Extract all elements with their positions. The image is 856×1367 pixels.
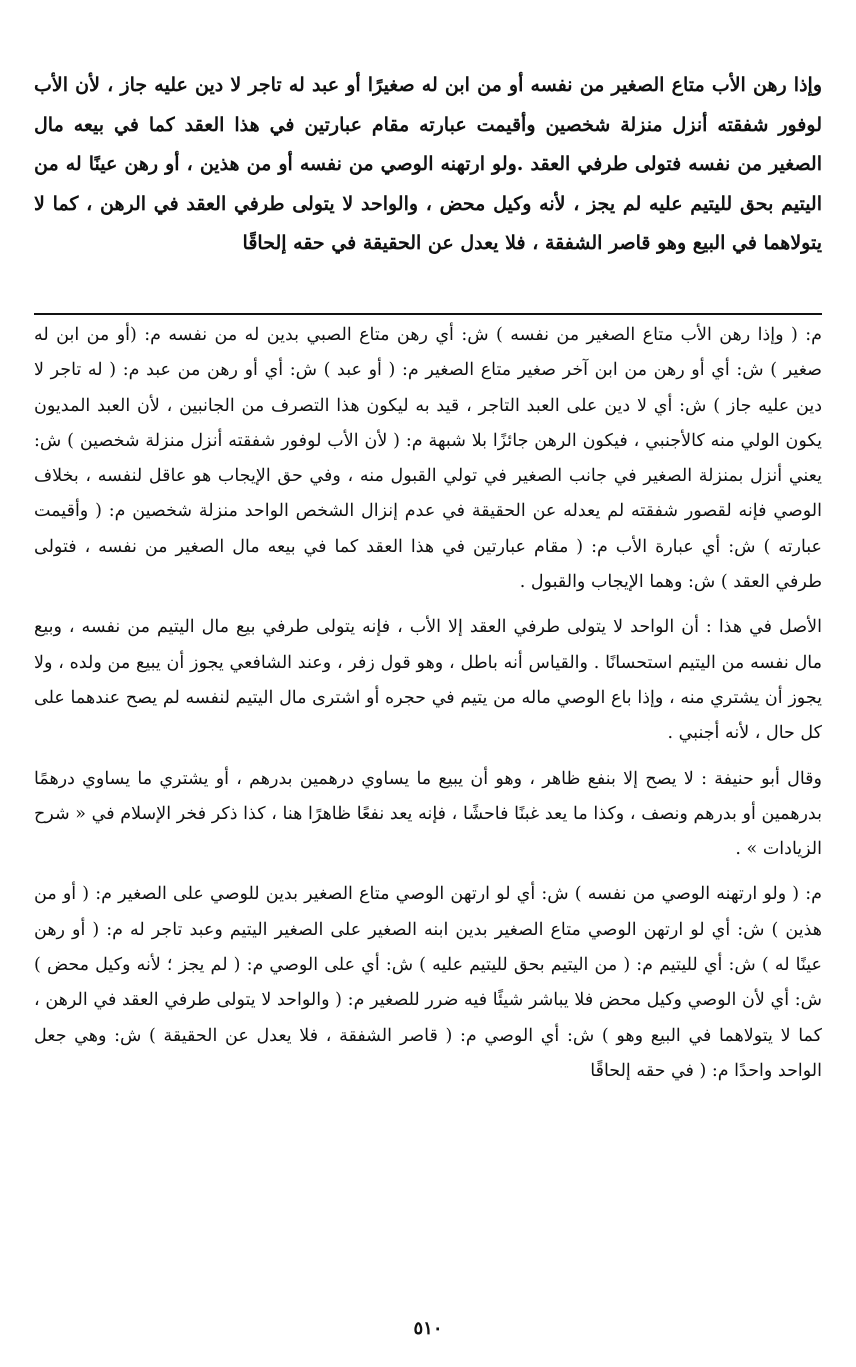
- commentary: [34, 318, 822, 1089]
- commentary-paragraph: الأصل في هذا : أن الواحد لا يتولى طرفي العقد إلا الأب ، فإنه يتولى طرفي بيع مال اليتيم من نفسه ، وبيع مال نفسه من اليتيم استحسانًا . والقياس أنه باطل ، وهو قول زفر ، وعند الشافعي يجوز أن يبيع من ولده ، ولا يجوز أن يشتري منه ، وإذا باع الوصي ماله من يتيم في حجره أو اشترى مال اليتيم لنفسه لم يصح عندهما على كل حال ، لأنه أجنبي .: [34, 617, 822, 744]
- commentary-paragraph: م: ( ولو ارتهنه الوصي من نفسه ) ش: أي لو ارتهن الوصي متاع الصغير بدين للوصي على الصغير م: ( أو من هذين ) ش: أي لو ارتهن الوصي متاع الصغير بدين ابنه الصغير على الصغير اليتيم وعبد تاجر له م: ( أو رهن عينًا له ) ش: أي لليتيم م: ( من اليتيم بحق لليتيم عليه ) ش: أي على الوصي م: ( لم يجز ؛ لأنه وكيل محض ) ش: أي لأن الوصي وكيل محض فلا يباشر شيئًا فيه ضرر للصغير م: ( والواحد لا يتولى طرفي العقد في الرهن ، كما لا يتولاهما في البيع وهو ) ش: أي الوصي م: ( قاصر الشفقة ، فلا يعدل عن الحقيقة ) ش: وهي جعل الواحد واحدًا م: ( في حقه إلحاقًا: [34, 884, 822, 1081]
- main-text: وإذا رهن الأب متاع الصغير من نفسه أو من ابن له صغيرًا أو عبد له تاجر لا دين عليه جاز ، لأن الأب لوفور شفقته أنزل منزلة شخصين وأقيمت عبارته مقام عبارتين في هذا العقد كما في بيعه مال الصغير من نفسه فتولى طرفي العقد .ولو ارتهنه الوصي من نفسه أو من هذين ، أو رهن عينًا له من اليتيم بحق لليتيم عليه لم يجز ، لأنه وكيل محض ، والواحد لا يتولى طرفي العقد في الرهن ، كما لا يتولاهما في البيع وهو قاصر الشفقة ، فلا يعدل عن الحقيقة في حقه إلحاقًا: [34, 74, 822, 255]
- commentary-paragraph: وقال أبو حنيفة : لا يصح إلا بنفع ظاهر ، وهو أن يبيع ما يساوي درهمين بدرهم ، أو يشتري ما يساوي درهمًا بدرهمين أو بدرهم ونصف ، وكذا ما يعد غبنًا فاحشًا ، فإنه يعد نفعًا ظاهرًا هنا ، كذا ذكر فخر الإسلام في « شرح الزيادات » .: [34, 768, 822, 860]
- page-number: ٥١٠: [413, 1318, 443, 1339]
- separator-line: [34, 313, 822, 315]
- commentary-paragraph: م: ( وإذا رهن الأب متاع الصغير من نفسه ) ش: أي رهن متاع الصبي بدين له من نفسه م: (أو من ابن له صغير ) ش: أي أو رهن من ابن آخر صغير متاع الصغير م: ( أو عبد ) ش: أي أو رهن من عبد م: ( له تاجر لا دين عليه جاز ) ش: أي لا دين على العبد التاجر ، قيد به ليكون هذا التصرف من الجانبين ، لأن العبد المديون يكون الولي منه كالأجنبي ، فيكون الرهن جائزًا بلا شبهة م: ( لأن الأب لوفور شفقته أنزل منزلة شخصين ) ش: يعني أنزل بمنزلة الصغير في جانب الصغير في تولي القبول منه ، وفي حق الإيجاب هو عاقل لنفسه ، بخلاف الوصي فإنه لقصور شفقته لم يعدله عن الحقيقة في عدم إنزال الشخص الواحد منزلة شخصين م: ( وأقيمت عبارته ) ش: أي عبارة الأب م: ( مقام عبارتين في هذا العقد كما في بيعه مال الصغير من نفسه ، فتولى طرفي العقد ) ش: وهما الإيجاب والقبول .: [34, 325, 822, 593]
